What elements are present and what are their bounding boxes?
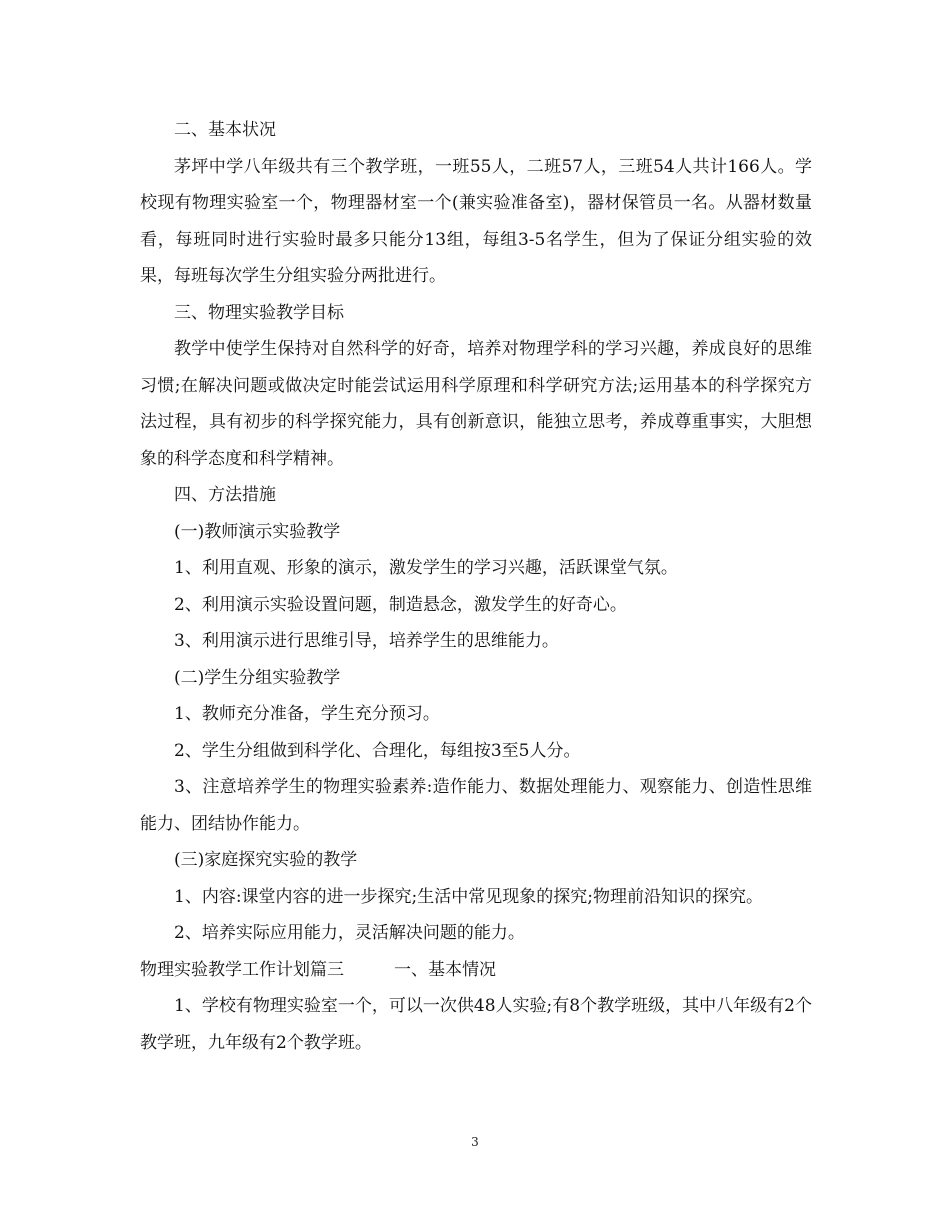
heading-teaching-goals: 三、物理实验教学目标 xyxy=(174,302,344,323)
subheading-group-experiments: (二)学生分组实验教学 xyxy=(174,667,341,688)
paragraph-lab-info: 1、学校有物理实验室一个，可以一次供48人实验;有8个教学班级，其中八年级有2个教学班，九年级有2个教学班。 xyxy=(140,996,812,1053)
list-item-home-2: 2、培养实际应用能力，灵活解决问题的能力。 xyxy=(174,923,525,943)
list-item-demo-3: 3、利用演示进行思维引导，培养学生的思维能力。 xyxy=(174,631,559,651)
page-number: 3 xyxy=(471,1135,479,1149)
subheading-teacher-demo: (一)教师演示实验教学 xyxy=(174,521,341,542)
list-item-demo-2: 2、利用演示实验设置问题，制造悬念，激发学生的好奇心。 xyxy=(174,594,627,615)
heading-basic-status: 二、基本状况 xyxy=(174,120,276,140)
list-item-group-2: 2、学生分组做到科学化、合理化，每组按3至5人分。 xyxy=(174,740,581,761)
heading-methods: 四、方法措施 xyxy=(174,485,276,505)
list-item-group-3: 3、注意培养学生的物理实验素养:造作能力、数据处理能力、观察能力、创造性思维能力、团结协作能力。 xyxy=(140,777,812,834)
list-item-group-1: 1、教师充分准备，学生充分预习。 xyxy=(174,704,440,724)
section-heading-part-three xyxy=(140,952,812,989)
section-heading-subtitle: 一、基本情况 xyxy=(394,959,496,980)
section-heading-title: 物理实验教学工作计划篇三 xyxy=(140,959,344,980)
subheading-home-experiments: (三)家庭探究实验的教学 xyxy=(174,850,358,870)
paragraph-basic-status: 茅坪中学八年级共有三个教学班，一班55人，二班57人，三班54人共计166人。学校现有物理实验室一个，物理器材室一个(兼实验准备室)，器材保管员一名。从器材数量看，每班同时进行实验时最多只能分13组，每组3-5名学生，但为了保证分组实验的效果，每班每次学生分组实验分两批进行。 xyxy=(140,156,812,286)
list-item-demo-1: 1、利用直观、形象的演示，激发学生的学习兴趣，活跃课堂气氛。 xyxy=(174,558,678,578)
document-body xyxy=(140,112,812,1061)
list-item-home-1: 1、内容:课堂内容的进一步探究;生活中常见现象的探究;物理前沿知识的探究。 xyxy=(174,886,763,907)
paragraph-teaching-goals: 教学中使学生保持对自然科学的好奇，培养对物理学科的学习兴趣，养成良好的思维习惯;在解决问题或做决定时能尝试运用科学原理和科学研究方法;运用基本的科学探究方法过程，具有初步的科学探究能力，具有创新意识，能独立思考，养成尊重事实，大胆想象的科学态度和科学精神。 xyxy=(140,339,812,469)
